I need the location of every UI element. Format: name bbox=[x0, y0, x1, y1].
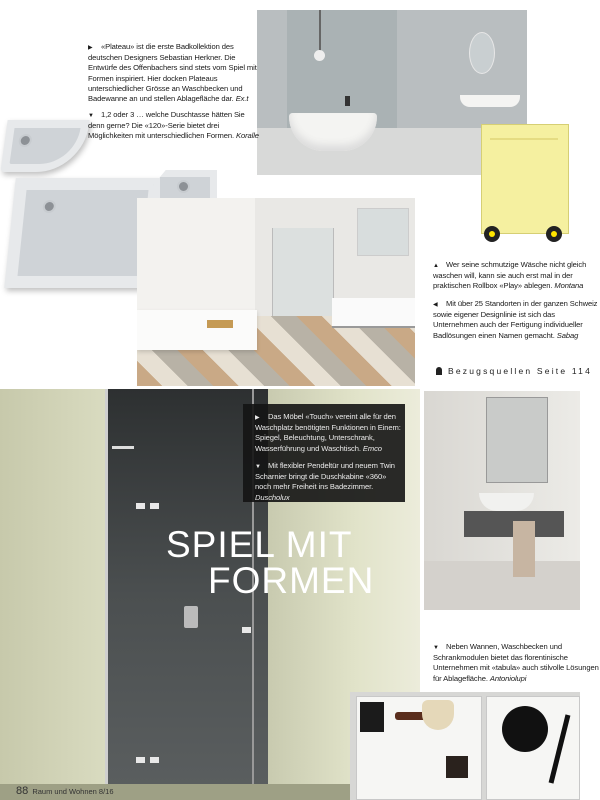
triangle-right-icon: ▶ bbox=[255, 415, 260, 421]
magazine-issue: Raum und Wohnen 8/16 bbox=[32, 787, 114, 796]
source-reference: Bezugsquellen Seite 114 bbox=[436, 366, 592, 376]
caption-sabag: ◀ Mit über 25 Standorten in der ganzen Schweiz sowie eigener Designlinie ist sich das Unternehmen auch der Fertigung individueller Badlösungen einen Namen gemacht. Sabag bbox=[433, 299, 598, 340]
triangle-left-icon: ◀ bbox=[433, 302, 438, 308]
triangle-down-icon: ▼ bbox=[433, 645, 439, 651]
pin-icon bbox=[436, 367, 442, 375]
page-number: 88 bbox=[16, 785, 29, 797]
headline-line-1: SPIEL MIT bbox=[166, 524, 353, 565]
photo-bathroom-sabag bbox=[137, 198, 415, 386]
caption-credit: Antoniolupi bbox=[489, 673, 527, 683]
page-folio bbox=[16, 785, 114, 797]
triangle-down-icon: ▼ bbox=[255, 464, 261, 470]
triangle-down-icon: ▼ bbox=[88, 113, 94, 119]
photo-washstand-touch bbox=[424, 391, 580, 610]
caption-touch: ▶ Das Möbel «Touch» vereint alle für den Waschplatz benötigten Funktionen in Einem: Spiegel, Beleuchtung, Unterschrank, Wasserführung und Waschtisch. Emco bbox=[255, 412, 401, 453]
caption-credit: Sabag bbox=[556, 330, 579, 340]
photo-shower-tray-quadrant bbox=[0, 120, 89, 172]
caption-twin: ▼ Mit flexibler Pendeltür und neuem Twin Scharnier bringt die Duschkabine «360» noch mehr Freiheit ins Badezimmer. Duscholux bbox=[255, 461, 395, 502]
caption-rollbox: ▲ Wer seine schmutzige Wäsche nicht gleich waschen will, kann sie auch erst mal in der praktischen Rollbox «Play» ablegen. Montana bbox=[433, 260, 587, 291]
caption-credit: Emco bbox=[362, 443, 382, 453]
triangle-up-icon: ▲ bbox=[433, 263, 439, 269]
feature-text-box bbox=[243, 404, 405, 502]
headline-line-2: FORMEN bbox=[208, 560, 375, 601]
caption-credit: Ex.t bbox=[235, 94, 249, 104]
photo-rollbox-play bbox=[478, 124, 570, 246]
caption-credit: Duscholux bbox=[255, 492, 290, 502]
caption-duschtasse: ▼ 1,2 oder 3 … welche Duschtasse hätten Sie denn gerne? Die «120»-Serie bietet drei Möglichkeiten mit unterschiedlichen Formen. Koralle bbox=[88, 110, 259, 141]
caption-credit: Koralle bbox=[235, 131, 259, 141]
caption-plateau: ▶ «Plateau» ist die erste Badkollektion des deutschen Designers Sebastian Herkner. Die Entwürfe des Offenbachers sind stets vom Spiel mit Formen inspiriert. Hier docken Plateaus unterschiedlicher Grösse an Waschbecken und Badewanne an und stellen Ablagefläche dar. Ex.t bbox=[88, 42, 257, 104]
caption-antoniolupi: ▼ Neben Wannen, Waschbecken und Schrankmodulen bietet das florentinische Unternehmen mit «tabula» auch stilvolle Lösungen für Ablagefläche. Antoniolupi bbox=[433, 642, 599, 683]
photo-tabula-accessories bbox=[350, 692, 580, 800]
caption-credit: Montana bbox=[554, 281, 584, 291]
triangle-right-icon: ▶ bbox=[88, 45, 93, 51]
